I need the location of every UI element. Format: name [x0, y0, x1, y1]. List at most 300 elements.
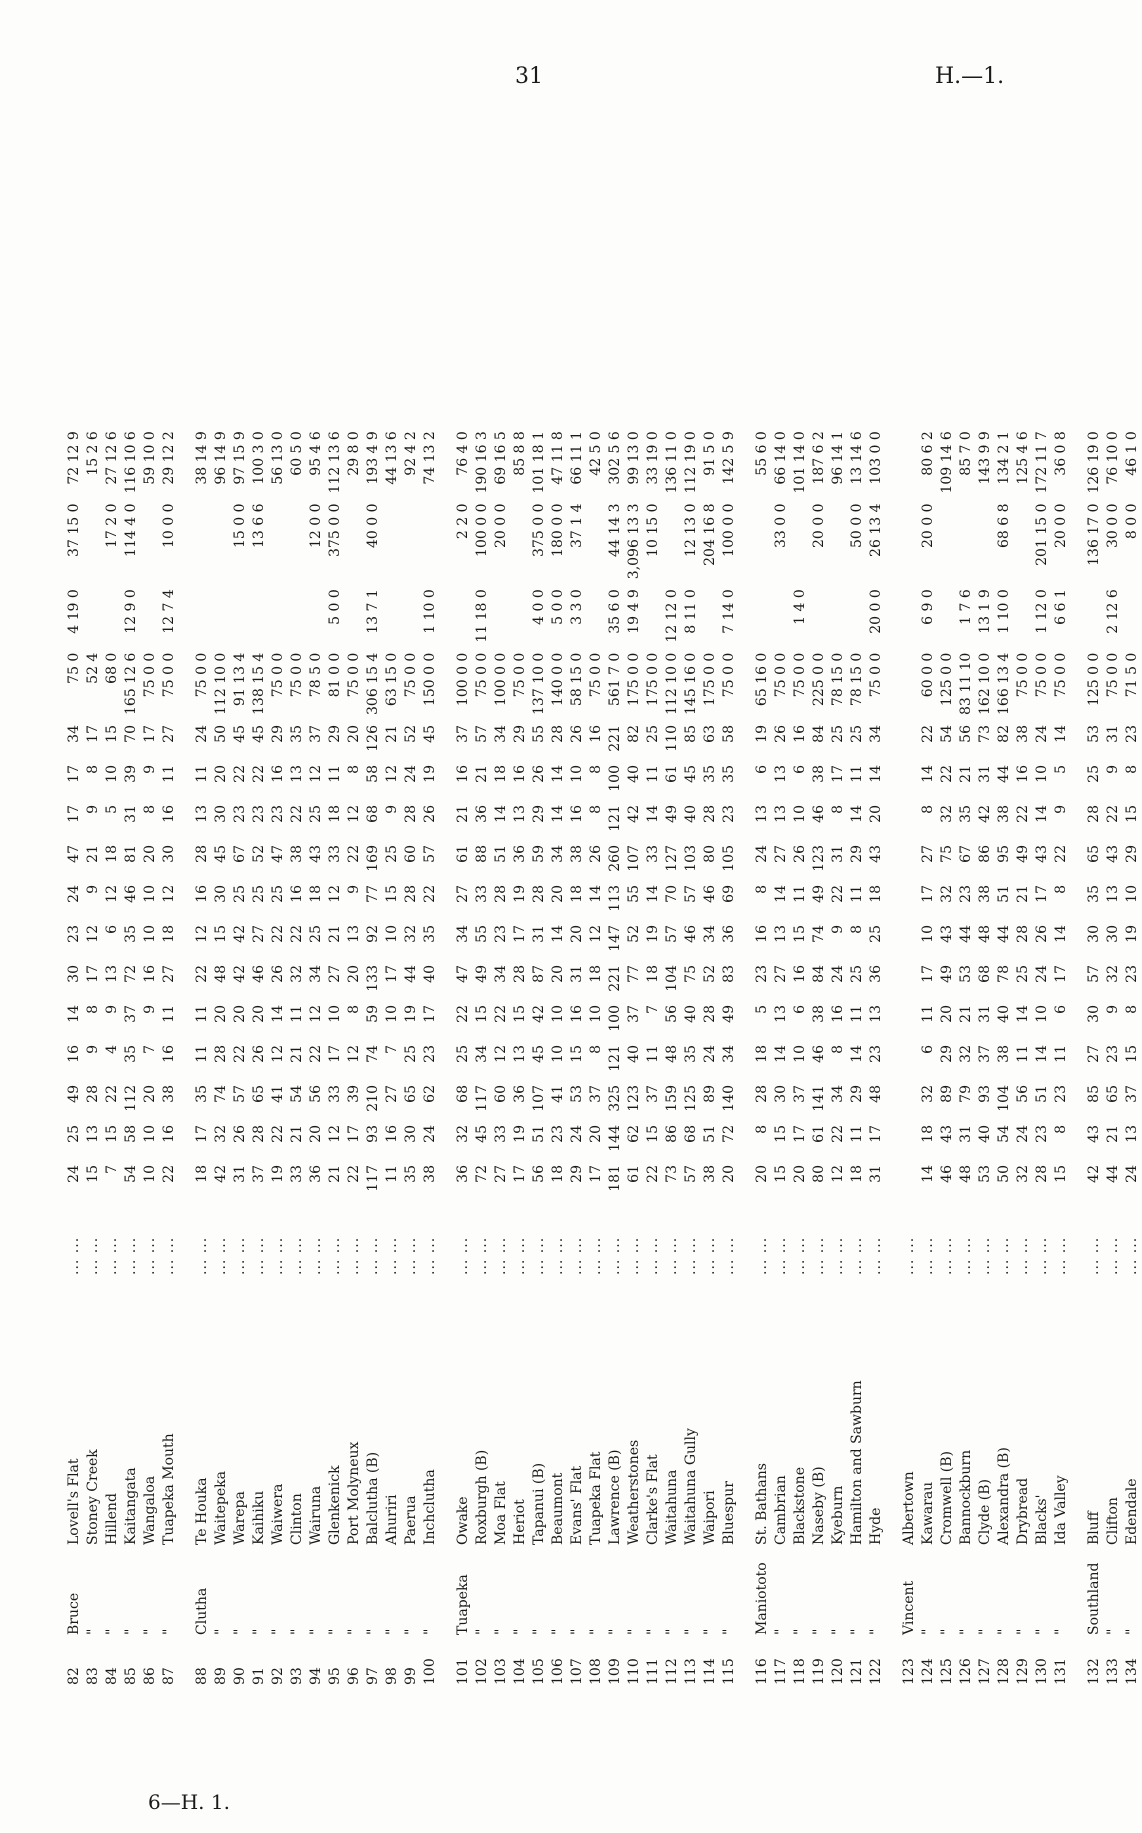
cell-d: 23	[868, 1045, 884, 1063]
cell-n	[402, 584, 421, 647]
cell-d: 17	[327, 1045, 343, 1063]
cell-k: 40	[626, 765, 642, 783]
cell-k: 26	[531, 765, 547, 783]
cell-l: 84	[811, 725, 827, 743]
cell-m: 75 0 0	[346, 652, 362, 698]
cell-o: 8 0 0	[1124, 503, 1140, 540]
cell-district: "	[849, 1628, 865, 1635]
cell-h: 17	[1034, 885, 1050, 903]
leader-dots: ... ...	[289, 1236, 305, 1275]
cell-d: 14	[849, 1045, 865, 1063]
cell-school: Heriot	[512, 1499, 528, 1545]
cell-c: 29	[849, 1085, 865, 1103]
cell-i: 57	[422, 845, 438, 863]
table-row	[269, 426, 288, 1690]
cell-c: 93	[977, 1085, 993, 1103]
cell-district: "	[1124, 1628, 1140, 1635]
cell-o	[193, 499, 212, 585]
cell-d: 4	[104, 1045, 120, 1054]
table-row	[1104, 426, 1123, 1690]
cell-b: 15	[104, 1125, 120, 1143]
cell-f: 13	[104, 965, 120, 983]
cell-district: "	[1034, 1628, 1050, 1635]
leader-dots: ... ...	[346, 1236, 362, 1275]
cell-l: 26	[773, 725, 789, 743]
cell-c: 141	[811, 1085, 827, 1112]
cell-district: "	[920, 1628, 936, 1635]
leader-dots: ... ...	[270, 1236, 286, 1275]
cell-k: 25	[1086, 765, 1102, 783]
table-row	[625, 426, 644, 1690]
cell-g: 23	[66, 925, 82, 943]
cell-i: 33	[645, 845, 661, 863]
cell-e: 10	[384, 1005, 400, 1023]
table-row	[644, 426, 663, 1690]
table-row	[141, 426, 160, 1690]
cell-m: 175 0 0	[626, 652, 642, 707]
cell-o: 40 0 0	[365, 503, 381, 549]
cell-o: 375 0 0	[531, 503, 547, 557]
cell-e: 20	[251, 1005, 267, 1023]
cell-n	[772, 584, 791, 647]
cell-i: 25	[384, 845, 400, 863]
cell-p: 46 1 0	[1124, 431, 1140, 476]
cell-no: 85	[123, 1667, 139, 1685]
cell-j: 8	[588, 805, 604, 814]
cell-k	[900, 760, 919, 800]
cell-i: 169	[365, 845, 381, 872]
cell-g: 92	[365, 925, 381, 943]
cell-f: 57	[1086, 965, 1102, 983]
cell-p: 80 6 2	[920, 431, 936, 476]
cell-no: 89	[213, 1667, 229, 1685]
cell-g: 43	[939, 925, 955, 943]
cell-l: 15	[104, 725, 120, 743]
cell-district: "	[588, 1628, 604, 1635]
cell-k: 12	[308, 765, 324, 783]
table-row	[606, 426, 625, 1690]
cell-f: 40	[422, 965, 438, 983]
cell-school: Waitepeka	[213, 1471, 229, 1545]
cell-i: 80	[702, 845, 718, 863]
cell-school: Bannockburn	[958, 1449, 974, 1545]
cell-d: 21	[289, 1045, 305, 1063]
cell-o: 68 6 8	[996, 503, 1012, 549]
cell-f: 22	[194, 965, 210, 983]
cell-g: 22	[270, 925, 286, 943]
cell-j: 16	[161, 805, 177, 823]
cell-e: 13	[868, 1005, 884, 1023]
cell-e: 40	[996, 1005, 1012, 1023]
cell-no: 86	[142, 1667, 158, 1685]
leader-dots: ... ...	[232, 1236, 248, 1275]
table-row	[288, 426, 307, 1690]
cell-d: 8	[830, 1045, 846, 1054]
cell-p: 101 18 1	[531, 431, 547, 494]
cell-school: Roxburgh (B)	[474, 1449, 490, 1545]
cell-a: 73	[664, 1165, 680, 1183]
cell-j: 13	[512, 805, 528, 823]
cell-e: 31	[977, 1005, 993, 1023]
cell-m: 91 13 4	[232, 652, 248, 707]
cell-l: 31	[1105, 725, 1121, 743]
leader-dots: ... ...	[251, 1236, 267, 1275]
cell-p: 190 16 3	[474, 431, 490, 494]
leader-dots: ... ...	[66, 1236, 82, 1275]
cell-f: 20	[346, 965, 362, 983]
cell-o: 20 0 0	[493, 503, 509, 549]
cell-m: 125 0 0	[939, 652, 955, 707]
cell-n: 11 18 0	[474, 589, 490, 643]
cell-b: 58	[123, 1125, 139, 1143]
cell-p: 92 4 2	[403, 431, 419, 476]
cell-i: 38	[289, 845, 305, 863]
cell-i: 67	[958, 845, 974, 863]
cell-g: 30	[1105, 925, 1121, 943]
cell-j: 121	[607, 805, 623, 832]
cell-district: "	[213, 1628, 229, 1635]
cell-k: 9	[142, 765, 158, 774]
leader-dots: ... ...	[958, 1236, 974, 1275]
leader-dots: ... ...	[920, 1236, 936, 1275]
cell-g: 10	[920, 925, 936, 943]
cell-p: 136 11 0	[664, 431, 680, 494]
cell-d: 13	[512, 1045, 528, 1063]
cell-c: 35	[194, 1085, 210, 1103]
cell-d: 15	[569, 1045, 585, 1063]
cell-c: 107	[531, 1085, 547, 1112]
cell-m: 52 4	[85, 652, 101, 684]
cell-a: 32	[1015, 1165, 1031, 1183]
cell-i: 59	[531, 845, 547, 863]
cell-o: 44 14 3	[607, 503, 623, 557]
cell-b: 26	[232, 1125, 248, 1143]
cell-l: 56	[958, 725, 974, 743]
cell-o: 12 13 0	[683, 503, 699, 557]
cell-district: "	[977, 1628, 993, 1635]
cell-e: 9	[1105, 1005, 1121, 1014]
leader-dots: ... ...	[512, 1236, 528, 1275]
cell-h: 46	[123, 885, 139, 903]
cell-no: 95	[327, 1667, 343, 1685]
cell-m: 112 10 0	[213, 652, 229, 715]
cell-i: 43	[308, 845, 324, 863]
cell-d: 25	[403, 1045, 419, 1063]
cell-e: 6	[792, 1005, 808, 1014]
cell-g: 19	[1124, 925, 1140, 943]
cell-o: 26 13 4	[868, 503, 884, 557]
leader-dots: ... ...	[683, 1236, 699, 1275]
cell-e: 38	[811, 1005, 827, 1023]
cell-j: 31	[123, 805, 139, 823]
cell-n	[454, 584, 473, 647]
cell-f: 23	[1124, 965, 1140, 983]
cell-n	[231, 584, 250, 647]
cell-e: 9	[104, 1005, 120, 1014]
cell-no: 101	[455, 1658, 471, 1685]
cell-m: 71 5 0	[1124, 652, 1140, 698]
cell-h: 77	[365, 885, 381, 903]
cell-i: 34	[550, 845, 566, 863]
cell-n	[900, 584, 919, 647]
cell-c: 49	[66, 1085, 82, 1103]
cell-m: 112 10 0	[664, 652, 680, 715]
cell-g: 12	[85, 925, 101, 943]
cell-c: 89	[702, 1085, 718, 1103]
cell-k: 38	[811, 765, 827, 783]
cell-i: 75	[939, 845, 955, 863]
cell-l: 24	[194, 725, 210, 743]
cell-f: 49	[474, 965, 490, 983]
table-row	[212, 426, 231, 1690]
table-row	[772, 426, 791, 1690]
cell-d: 27	[1086, 1045, 1102, 1063]
cell-i: 22	[346, 845, 362, 863]
cell-d: 11	[1015, 1045, 1031, 1063]
cell-m: 125 0 0	[1086, 652, 1102, 707]
cell-h: 70	[664, 885, 680, 903]
cell-o	[753, 499, 772, 585]
cell-no: 90	[232, 1667, 248, 1685]
cell-j: 23	[270, 805, 286, 823]
cell-d: 38	[996, 1045, 1012, 1063]
cell-h: 32	[939, 885, 955, 903]
cell-school: Albertown	[901, 1471, 917, 1545]
cell-f: 36	[868, 965, 884, 983]
cell-g: 15	[792, 925, 808, 943]
cell-b: 23	[1034, 1125, 1050, 1143]
cell-k: 45	[683, 765, 699, 783]
cell-i: 20	[142, 845, 158, 863]
cell-j: 28	[702, 805, 718, 823]
cell-c: 117	[474, 1085, 490, 1112]
cell-d: 25	[455, 1045, 471, 1063]
cell-district: "	[683, 1628, 699, 1635]
cell-m: 75 0 0	[403, 652, 419, 698]
group-spacer	[1071, 426, 1085, 1690]
cell-l: 52	[403, 725, 419, 743]
cell-no: 132	[1086, 1658, 1102, 1685]
leader-dots: ... ...	[142, 1236, 158, 1275]
document-reference: H.—1.	[935, 64, 1005, 89]
cell-h: 14	[773, 885, 789, 903]
cell-i: 47	[270, 845, 286, 863]
cell-a: 48	[958, 1165, 974, 1183]
cell-o	[938, 499, 957, 585]
cell-j	[900, 800, 919, 840]
cell-a: 14	[920, 1165, 936, 1183]
cell-district: "	[939, 1628, 955, 1635]
cell-school: Clifton	[1105, 1497, 1121, 1545]
cell-a: 10	[142, 1165, 158, 1183]
cell-e: 16	[830, 1005, 846, 1023]
table-row	[829, 426, 848, 1690]
cell-m: 75 0 0	[1105, 652, 1121, 698]
cell-o: 17 2 0	[104, 503, 120, 549]
cell-j: 42	[977, 805, 993, 823]
cell-g: 34	[702, 925, 718, 943]
leader-dots: ... ...	[645, 1236, 661, 1275]
cell-p: 42 5 0	[588, 431, 604, 476]
cell-f: 30	[66, 965, 82, 983]
cell-c: 30	[773, 1085, 789, 1103]
cell-i: 67	[232, 845, 248, 863]
cell-k: 8	[1124, 765, 1140, 774]
cell-a: 17	[588, 1165, 604, 1183]
cell-n	[701, 584, 720, 647]
cell-h: 14	[588, 885, 604, 903]
cell-n: 12 7 4	[161, 589, 177, 634]
cell-i: 88	[474, 845, 490, 863]
cell-o: 30 0 0	[1105, 503, 1121, 549]
cell-f: 18	[588, 965, 604, 983]
cell-a: 20	[792, 1165, 808, 1183]
table-row	[511, 426, 530, 1690]
cell-n	[938, 584, 957, 647]
table-row	[900, 426, 919, 1690]
cell-no: 96	[346, 1667, 362, 1685]
cell-m: 75 0 0	[161, 652, 177, 698]
table-row	[995, 426, 1014, 1690]
cell-j: 9	[1053, 805, 1069, 814]
cell-b: 12	[327, 1125, 343, 1143]
cell-o: 20 0 0	[811, 503, 827, 549]
cell-o	[829, 499, 848, 585]
cell-a: 20	[754, 1165, 770, 1183]
cell-no: 120	[830, 1658, 846, 1685]
cell-a: 44	[1105, 1165, 1121, 1183]
cell-m: 78 15 0	[849, 652, 865, 707]
cell-j: 13	[773, 805, 789, 823]
cell-b: 32	[213, 1125, 229, 1143]
cell-f: 68	[977, 965, 993, 983]
cell-school: Naseby (B)	[811, 1466, 827, 1545]
cell-h: 21	[1015, 885, 1031, 903]
cell-i: 107	[626, 845, 642, 872]
cell-p: 38 14 9	[194, 431, 210, 485]
cell-p: 76 10 0	[1105, 431, 1121, 485]
cell-c: 56	[1015, 1085, 1031, 1103]
cell-o: 204 16 8	[702, 503, 718, 566]
cell-school: Wangaloa	[142, 1475, 158, 1545]
cell-k: 18	[493, 765, 509, 783]
cell-no: 129	[1015, 1658, 1031, 1685]
cell-f: 17	[920, 965, 936, 983]
cell-m: 561 7 0	[607, 652, 623, 707]
cell-b: 21	[289, 1125, 305, 1143]
cell-k: 11	[194, 765, 210, 783]
cell-f: 42	[232, 965, 248, 983]
cell-g: 52	[626, 925, 642, 943]
cell-f: 17	[1053, 965, 1069, 983]
table-row	[720, 426, 739, 1690]
cell-f: 20	[550, 965, 566, 983]
cell-c: 159	[664, 1085, 680, 1112]
cell-o: 33 0 0	[773, 503, 789, 549]
table-row	[421, 426, 440, 1690]
cell-d: 121	[607, 1045, 623, 1072]
cell-i: 260	[607, 845, 623, 872]
cell-k: 8	[346, 765, 362, 774]
cell-j: 22	[1105, 805, 1121, 823]
cell-m: 75 0 0	[1015, 652, 1031, 698]
cell-i: 45	[213, 845, 229, 863]
cell-c: 37	[588, 1085, 604, 1103]
cell-school: Waitahuna	[664, 1469, 680, 1545]
cell-no: 134	[1124, 1658, 1140, 1685]
cell-b: 51	[531, 1125, 547, 1143]
cell-m: 75 0 0	[1053, 652, 1069, 698]
cell-g: 14	[1053, 925, 1069, 943]
cell-d: 15	[1124, 1045, 1140, 1063]
cell-f: 44	[403, 965, 419, 983]
cell-l: 85	[683, 725, 699, 743]
cell-c: 32	[920, 1085, 936, 1103]
cell-a: 54	[123, 1165, 139, 1183]
cell-o	[141, 499, 160, 585]
cell-no: 109	[607, 1658, 623, 1685]
cell-l: 16	[792, 725, 808, 743]
cell-k: 39	[123, 765, 139, 783]
cell-a: 57	[683, 1165, 699, 1183]
table-row	[193, 426, 212, 1690]
cell-e: 10	[550, 1005, 566, 1023]
cell-o: 2 2 0	[455, 503, 471, 540]
cell-e: 37	[626, 1005, 642, 1023]
leader-dots: ... ...	[702, 1236, 718, 1275]
cell-district: "	[142, 1628, 158, 1635]
cell-l: 14	[1053, 725, 1069, 743]
cell-l: 45	[422, 725, 438, 743]
cell-e: 11	[849, 1005, 865, 1023]
cell-no: 115	[721, 1658, 737, 1685]
cell-b: 13	[1124, 1125, 1140, 1143]
cell-p: 44 13 6	[384, 431, 400, 485]
cell-c: 48	[868, 1085, 884, 1103]
cell-l: 70	[123, 725, 139, 743]
cell-l: 63	[702, 725, 718, 743]
cell-n	[644, 584, 663, 647]
cell-district: "	[626, 1628, 642, 1635]
cell-h: 51	[996, 885, 1012, 903]
cell-a: 18	[194, 1165, 210, 1183]
leader-dots: ... ...	[996, 1236, 1012, 1275]
cell-m: 78 5 0	[308, 652, 324, 698]
cell-n	[511, 584, 530, 647]
cell-p: 172 11 7	[1034, 431, 1050, 494]
cell-a: 42	[1086, 1165, 1102, 1183]
cell-k: 44	[996, 765, 1012, 783]
cell-p: 95 4 6	[308, 431, 324, 476]
cell-j: 29	[531, 805, 547, 823]
leader-dots: ... ...	[123, 1236, 139, 1275]
cell-f: 25	[849, 965, 865, 983]
cell-b: 20	[308, 1125, 324, 1143]
cell-i: 43	[868, 845, 884, 863]
cell-g: 57	[664, 925, 680, 943]
table-row	[663, 426, 682, 1690]
cell-no: 125	[939, 1658, 955, 1685]
cell-no: 100	[422, 1658, 438, 1685]
cell-school: Moa Flat	[493, 1481, 509, 1545]
cell-h: 12	[327, 885, 343, 903]
cell-p: 47 11 8	[550, 431, 566, 485]
cell-m: 58 15 0	[569, 652, 585, 707]
cell-district: "	[958, 1628, 974, 1635]
cell-l: 50	[213, 725, 229, 743]
cell-p: 66 14 0	[773, 431, 789, 485]
cell-h: 10	[142, 885, 158, 903]
